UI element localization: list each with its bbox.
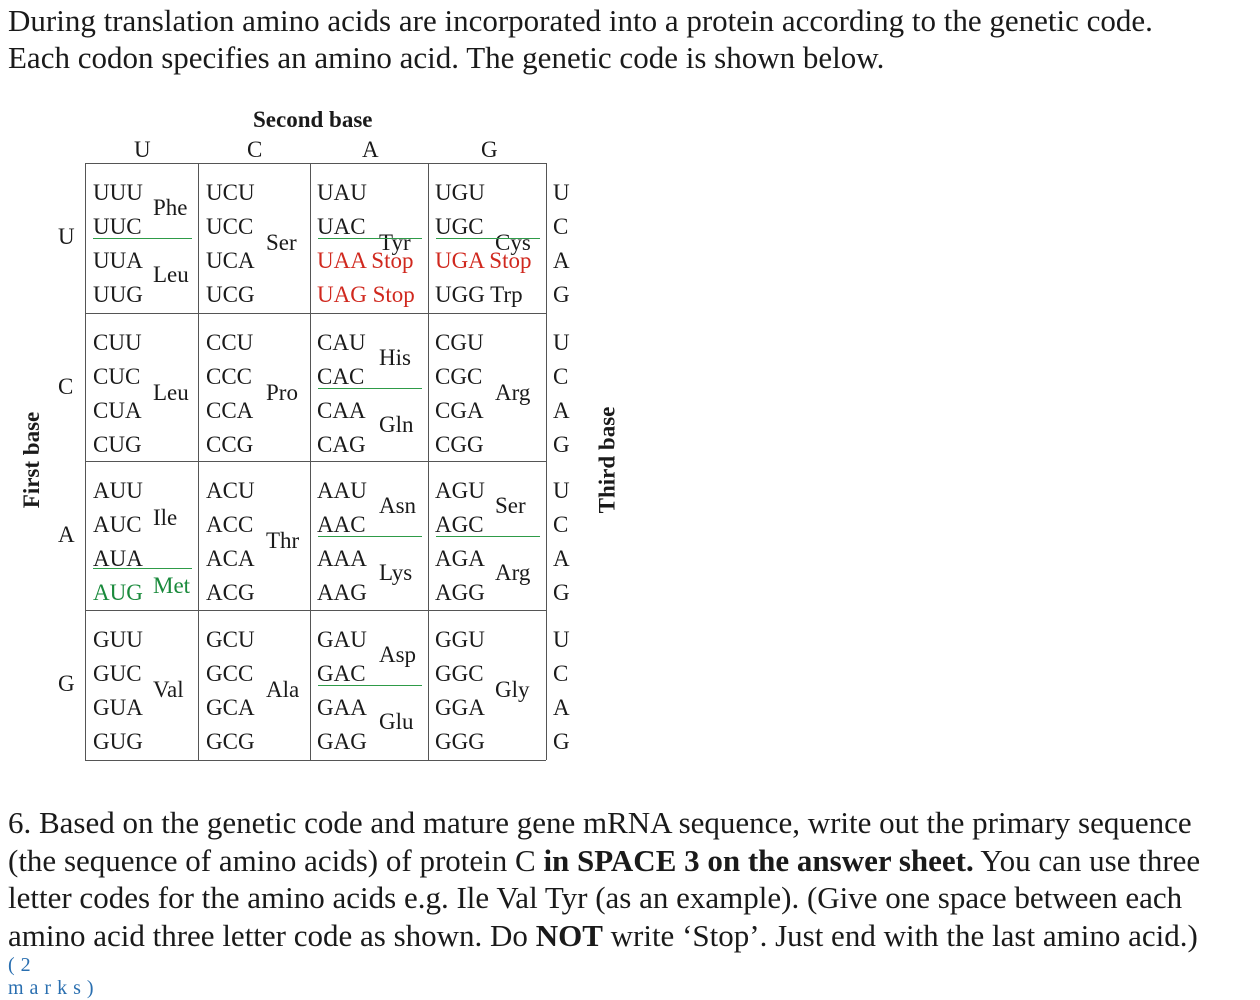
third-base-u: U — [553, 180, 570, 205]
codon-acu: ACU — [206, 478, 255, 503]
codon-cga: CGA — [435, 398, 484, 423]
third-base-c: C — [553, 512, 569, 537]
codon-cuu: CUU — [93, 330, 142, 355]
codon-auu: AUU — [93, 478, 143, 503]
grid-hline — [85, 760, 546, 761]
question-line-2 — [8, 842, 1258, 880]
question-line-4-text: amino acid three letter code as shown. Do — [8, 917, 536, 953]
codon-uca: UCA — [206, 248, 255, 273]
first-base-g: G — [58, 671, 75, 696]
question-line-1: 6. Based on the genetic code and mature gene mRNA sequence, write out the primary sequence — [8, 805, 1192, 840]
codon-gcc: GCC — [206, 661, 254, 686]
codon-ugc: UGC — [435, 214, 484, 239]
codon-guu: GUU — [93, 627, 143, 652]
intro-line-2: Each codon specifies an amino acid. The genetic code is shown below. — [8, 40, 885, 75]
marks-text: (2 marks) — [8, 954, 100, 999]
third-base-label: Third base — [594, 406, 620, 514]
codon-gua: GUA — [93, 695, 143, 720]
second-base-label: Second base — [253, 107, 373, 132]
codon-aua: AUA — [93, 546, 143, 571]
third-base-u: U — [553, 478, 570, 503]
grid-vline — [546, 163, 547, 760]
third-base-u: U — [553, 330, 570, 355]
third-base-u: U — [553, 627, 570, 652]
first-base-a: A — [58, 522, 75, 547]
codon-gcu: GCU — [206, 627, 255, 652]
amino-acid-arg: Arg — [495, 380, 531, 405]
grid-hline — [85, 610, 546, 611]
amino-acid-pro: Pro — [266, 380, 298, 405]
amino-acid-leu: Leu — [153, 380, 189, 405]
second-base-g: G — [481, 137, 498, 162]
codon-acc: ACC — [206, 512, 254, 537]
amino-acid-met: Met — [153, 573, 191, 598]
third-base-c: C — [553, 364, 569, 389]
codon-guc: GUC — [93, 661, 142, 686]
amino-acid-glu: Glu — [379, 709, 414, 734]
codon-agu: AGU — [435, 478, 485, 503]
aa-divider — [318, 388, 422, 389]
amino-acid-cys: Cys — [495, 230, 531, 255]
aa-divider — [318, 536, 422, 537]
codon-cug: CUG — [93, 432, 142, 457]
codon-uua: UUA — [93, 248, 143, 273]
third-base-g: G — [553, 580, 570, 605]
codon-uga: UGA Stop — [435, 248, 532, 273]
third-base-a: A — [553, 398, 570, 423]
codon-gug: GUG — [93, 729, 143, 754]
codon-gau: GAU — [317, 627, 367, 652]
aa-divider — [436, 238, 540, 239]
codon-aca: ACA — [206, 546, 255, 571]
codon-uuu: UUU — [93, 180, 143, 205]
codon-cag: CAG — [317, 432, 366, 457]
codon-caa: CAA — [317, 398, 366, 423]
codon-cau: CAU — [317, 330, 366, 355]
codon-auc: AUC — [93, 512, 142, 537]
codon-cua: CUA — [93, 398, 142, 423]
amino-acid-phe: Phe — [153, 195, 188, 220]
aa-divider — [93, 238, 192, 239]
question-line-2-tail: You can use three — [973, 842, 1201, 878]
grid-hline — [85, 163, 546, 164]
codon-ccg: CCG — [206, 432, 254, 457]
codon-cgg: CGG — [435, 432, 484, 457]
codon-acg: ACG — [206, 580, 255, 605]
third-base-g: G — [553, 432, 570, 457]
first-base-label: First base — [19, 411, 45, 509]
third-base-a: A — [553, 248, 570, 273]
second-base-a: A — [362, 137, 379, 162]
codon-aau: AAU — [317, 478, 367, 503]
grid-hline — [85, 461, 546, 462]
codon-ggg: GGG — [435, 729, 485, 754]
aa-divider — [318, 685, 422, 686]
amino-acid-asn: Asn — [379, 493, 417, 518]
codon-ugu: UGU — [435, 180, 485, 205]
aa-divider — [93, 568, 192, 569]
codon-cgu: CGU — [435, 330, 484, 355]
codon-gcg: GCG — [206, 729, 255, 754]
grid-hline — [85, 313, 546, 314]
third-base-a: A — [553, 546, 570, 571]
not-emphasis: NOT — [535, 917, 603, 953]
codon-aga: AGA — [435, 546, 485, 571]
codon-aac: AAC — [317, 512, 366, 537]
amino-acid-arg: Arg — [495, 560, 531, 585]
question-line-4-tail: write ‘Stop’. Just end with the last amino acid.) — [602, 917, 1198, 953]
question-line-3: letter codes for the amino acids e.g. Ile Val Tyr (as an example). (Give one space between each — [8, 880, 1183, 915]
codon-gca: GCA — [206, 695, 255, 720]
amino-acid-lys: Lys — [379, 560, 413, 585]
codon-uuc: UUC — [93, 214, 142, 239]
codon-uag: UAG Stop — [317, 282, 415, 307]
codon-ggu: GGU — [435, 627, 485, 652]
amino-acid-gln: Gln — [379, 412, 414, 437]
amino-acid-asp: Asp — [379, 642, 417, 667]
amino-acid-thr: Thr — [266, 528, 300, 553]
codon-ggc: GGC — [435, 661, 484, 686]
codon-gga: GGA — [435, 695, 485, 720]
third-base-c: C — [553, 661, 569, 686]
codon-aag: AAG — [317, 580, 367, 605]
amino-acid-val: Val — [153, 677, 184, 702]
marks-note — [8, 954, 128, 999]
aa-divider — [318, 238, 422, 239]
third-base-c: C — [553, 214, 569, 239]
codon-ccc: CCC — [206, 364, 253, 389]
third-base-g: G — [553, 282, 570, 307]
codon-ucu: UCU — [206, 180, 255, 205]
aa-divider — [436, 536, 540, 537]
second-base-c: C — [247, 137, 263, 162]
answer-location: in SPACE 3 on the answer sheet. — [543, 842, 974, 878]
question-line-4 — [8, 917, 1258, 955]
codon-cgc: CGC — [435, 364, 483, 389]
amino-acid-ala: Ala — [266, 677, 300, 702]
codon-gac: GAC — [317, 661, 366, 686]
codon-cuc: CUC — [93, 364, 141, 389]
amino-acid-leu: Leu — [153, 262, 189, 287]
codon-ccu: CCU — [206, 330, 254, 355]
intro-line-1: During translation amino acids are incorporated into a protein according to the genetic code. — [8, 3, 1153, 38]
codon-uac: UAC — [317, 214, 366, 239]
codon-gaa: GAA — [317, 695, 367, 720]
amino-acid-his: His — [379, 345, 411, 370]
codon-uug: UUG — [93, 282, 143, 307]
codon-uaa: UAA Stop — [317, 248, 414, 273]
codon-ucg: UCG — [206, 282, 255, 307]
codon-agg: AGG — [435, 580, 485, 605]
codon-uau: UAU — [317, 180, 367, 205]
first-base-c: C — [58, 374, 74, 399]
third-base-a: A — [553, 695, 570, 720]
second-base-u: U — [134, 137, 151, 162]
codon-aug: AUG — [93, 580, 143, 605]
first-base-u: U — [58, 224, 75, 249]
question-6 — [8, 804, 1258, 954]
codon-aaa: AAA — [317, 546, 367, 571]
codon-cca: CCA — [206, 398, 254, 423]
codon-gag: GAG — [317, 729, 367, 754]
amino-acid-tyr: Tyr — [379, 230, 411, 255]
amino-acid-ser: Ser — [495, 493, 526, 518]
amino-acid-ser: Ser — [266, 230, 297, 255]
question-line-2-text: (the sequence of amino acids) of protein C — [8, 842, 544, 878]
amino-acid-ile: Ile — [153, 505, 178, 530]
third-base-g: G — [553, 729, 570, 754]
codon-cac: CAC — [317, 364, 365, 389]
amino-acid-gly: Gly — [495, 677, 530, 702]
codon-ucc: UCC — [206, 214, 254, 239]
codon-ugg: UGG Trp — [435, 282, 523, 307]
codon-agc: AGC — [435, 512, 484, 537]
